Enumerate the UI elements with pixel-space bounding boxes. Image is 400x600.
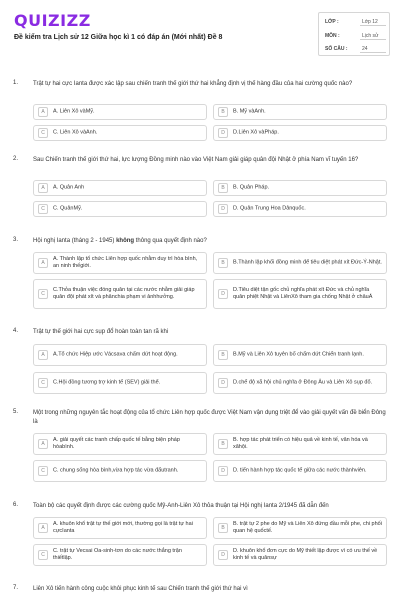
option-letter: C	[38, 378, 48, 388]
class-value: Lớp 12	[360, 17, 386, 26]
subject-value: Lịch sử	[360, 31, 386, 40]
option-text: C. QuânMỹ.	[53, 205, 83, 212]
page-header	[0, 0, 400, 62]
class-row	[325, 17, 385, 27]
question-number: 7.	[13, 585, 19, 591]
option-b[interactable]	[213, 252, 387, 274]
option-c[interactable]	[33, 279, 207, 309]
option-text: C. trật tự Vecsai Oa-sinh-tơn do các nước thắng trận thiếtlập.	[53, 548, 182, 561]
option-a[interactable]	[33, 104, 207, 120]
option-text: B. trật tự 2 phe do Mỹ và Liên Xô đứng đầu mỗi phe, chi phối quan hệ quốctế.	[233, 521, 382, 534]
option-text: D.chế độ xã hội chủ nghĩa ở Đông Âu và Liên Xô sụp đổ.	[233, 379, 373, 386]
option-text: A. giải quyết các tranh chấp quốc tế bằng biện pháp hòabình.	[53, 437, 180, 450]
question-number: 5.	[13, 409, 19, 415]
option-letter: C	[38, 550, 48, 560]
question-count-row	[325, 44, 385, 54]
option-letter: B	[218, 183, 228, 193]
question-emphasis: không	[116, 238, 135, 244]
option-d[interactable]	[213, 372, 387, 394]
option-text: C. chung sống hòa bình,vừa hợp tác vừa đấutranh.	[53, 467, 179, 474]
question-text: Trật tự thế giới hai cực sụp đổ hoàn toàn tan rã khi	[33, 329, 169, 335]
option-letter: D	[218, 550, 228, 560]
option-text: A. khuôn khổ trật tự thế giới mới, thường gọi là trật tự hai cựcIanta	[53, 521, 193, 534]
subject-row	[325, 31, 385, 41]
question-text: Toàn bộ các quyết định được các cường quốc Mỹ-Anh-Liên Xô thỏa thuận tại Hội nghị Ianta 2/1945 đã dẫn đến	[33, 503, 329, 509]
option-c[interactable]	[33, 544, 207, 566]
option-letter: A	[38, 183, 48, 193]
option-text: D.Liên Xô vàPháp.	[233, 129, 279, 136]
option-letter: A	[38, 107, 48, 117]
option-letter: D	[218, 378, 228, 388]
option-text: D.Tiêu diệt tận gốc chủ nghĩa phát xít Đức và chủ nghĩa quân phiệt Nhật và LiênXô tham gia chống Nhật ở châuÁ	[233, 287, 373, 300]
option-letter: B	[218, 523, 228, 533]
option-text: D. Quân Trung Hoa Dânquốc.	[233, 205, 306, 212]
option-letter: B	[218, 107, 228, 117]
class-label: LỚP :	[325, 19, 339, 25]
question-number: 6.	[13, 502, 19, 508]
option-d[interactable]	[213, 125, 387, 141]
option-a[interactable]	[33, 433, 207, 455]
option-b[interactable]	[213, 344, 387, 366]
option-letter: C	[38, 289, 48, 299]
option-letter: C	[38, 204, 48, 214]
option-text: C.Thỏa thuận việc đóng quân tại các nước nhằm giải giáp quân đội phát xít và phânchia phạm vi ảnhhưởng.	[53, 287, 195, 300]
option-a[interactable]	[33, 252, 207, 274]
option-text: A. Quân Anh	[53, 184, 85, 191]
subject-label: MÔN :	[325, 33, 340, 39]
option-text: A.Tổ chức Hiệp ước Vácsava chấm dứt hoạt động.	[53, 351, 178, 358]
option-letter: D	[218, 466, 228, 476]
question-text-part: thông qua quyết định nào?	[134, 238, 207, 244]
option-text: A. Thành lập tổ chức Liên hợp quốc nhằm duy trì hòa bình, an ninh thếgiới.	[53, 256, 198, 269]
question-text: Một trong những nguyên tắc hoạt động của tổ chức Liên hợp quốc được Việt Nam vận dụng triệt để vào giải quyết vấn đề biển Đông là	[33, 410, 386, 425]
option-b[interactable]	[213, 180, 387, 196]
option-letter: B	[218, 258, 228, 268]
option-text: C. Liên Xô vàAnh.	[53, 129, 98, 136]
option-a[interactable]	[33, 344, 207, 366]
question-number: 3.	[13, 237, 19, 243]
option-letter: A	[38, 523, 48, 533]
option-text: B. Quân Pháp.	[233, 184, 270, 191]
info-box	[318, 12, 390, 56]
option-letter: D	[218, 289, 228, 299]
quizizz-logo: QUIZIZZ	[14, 11, 91, 30]
question-text	[33, 237, 388, 246]
option-b[interactable]	[213, 433, 387, 455]
option-letter: A	[38, 258, 48, 268]
option-d[interactable]	[213, 279, 387, 309]
option-a[interactable]	[33, 517, 207, 539]
question-text: Liên Xô tiến hành công cuộc khôi phục kinh tế sau Chiến tranh thế giới thứ hai vì	[33, 586, 248, 592]
question-text: Sau Chiến tranh thế giới thứ hai, lực lượng Đồng minh nào vào Việt Nam giải giáp quân đội Nhật ở phía Nam vĩ tuyến 16?	[33, 157, 359, 163]
question-number: 1.	[13, 80, 19, 86]
option-letter: B	[218, 439, 228, 449]
option-c[interactable]	[33, 460, 207, 482]
option-text: D. khuôn khổ đơn cực do Mỹ thiết lập được vì có ưu thế về kinh tế và quânsự	[233, 548, 378, 561]
option-letter: C	[38, 466, 48, 476]
option-d[interactable]	[213, 201, 387, 217]
option-d[interactable]	[213, 544, 387, 566]
question-text: Trật tự hai cực Ianta được xác lập sau chiến tranh thế giới thứ hai khẳng định vị thế hàng đầu của hai cường quốc nào?	[33, 81, 353, 87]
option-b[interactable]	[213, 104, 387, 120]
option-letter: D	[218, 128, 228, 138]
question-number: 4.	[13, 328, 19, 334]
option-a[interactable]	[33, 180, 207, 196]
option-text: C.Hội đồng tương trợ kinh tế (SEV) giải thể.	[53, 379, 161, 386]
document-title: Đề kiểm tra Lịch sử 12 Giữa học kì 1 có đáp án (Mới nhất) Đề 8	[14, 34, 223, 41]
option-text: A. Liên Xô vàMỹ.	[53, 108, 95, 115]
option-letter: C	[38, 128, 48, 138]
option-text: B.Thành lập khối đồng minh để tiêu diệt phát xít Đức-Ý-Nhật.	[233, 259, 382, 266]
option-letter: A	[38, 439, 48, 449]
question-number: 2.	[13, 156, 19, 162]
question-count-value: 24	[360, 44, 386, 53]
option-letter: B	[218, 350, 228, 360]
option-c[interactable]	[33, 125, 207, 141]
question-text-part: Hội nghị Ianta (tháng 2 - 1945)	[33, 238, 117, 244]
option-b[interactable]	[213, 517, 387, 539]
option-text: D. tiến hành hợp tác quốc tế giữa các nước thànhviên.	[233, 467, 367, 474]
option-c[interactable]	[33, 372, 207, 394]
option-text: B. Mỹ vàAnh.	[233, 108, 266, 115]
question-count-label: SỐ CÂU :	[325, 46, 348, 52]
option-text: B. hợp tác phát triển có hiệu quả về kinh tế, văn hóa và xãhội.	[233, 437, 368, 450]
option-d[interactable]	[213, 460, 387, 482]
option-letter: A	[38, 350, 48, 360]
option-letter: D	[218, 204, 228, 214]
option-c[interactable]	[33, 201, 207, 217]
option-text: B.Mỹ và Liên Xô tuyên bố chấm dứt Chiến tranh lạnh.	[233, 351, 364, 358]
